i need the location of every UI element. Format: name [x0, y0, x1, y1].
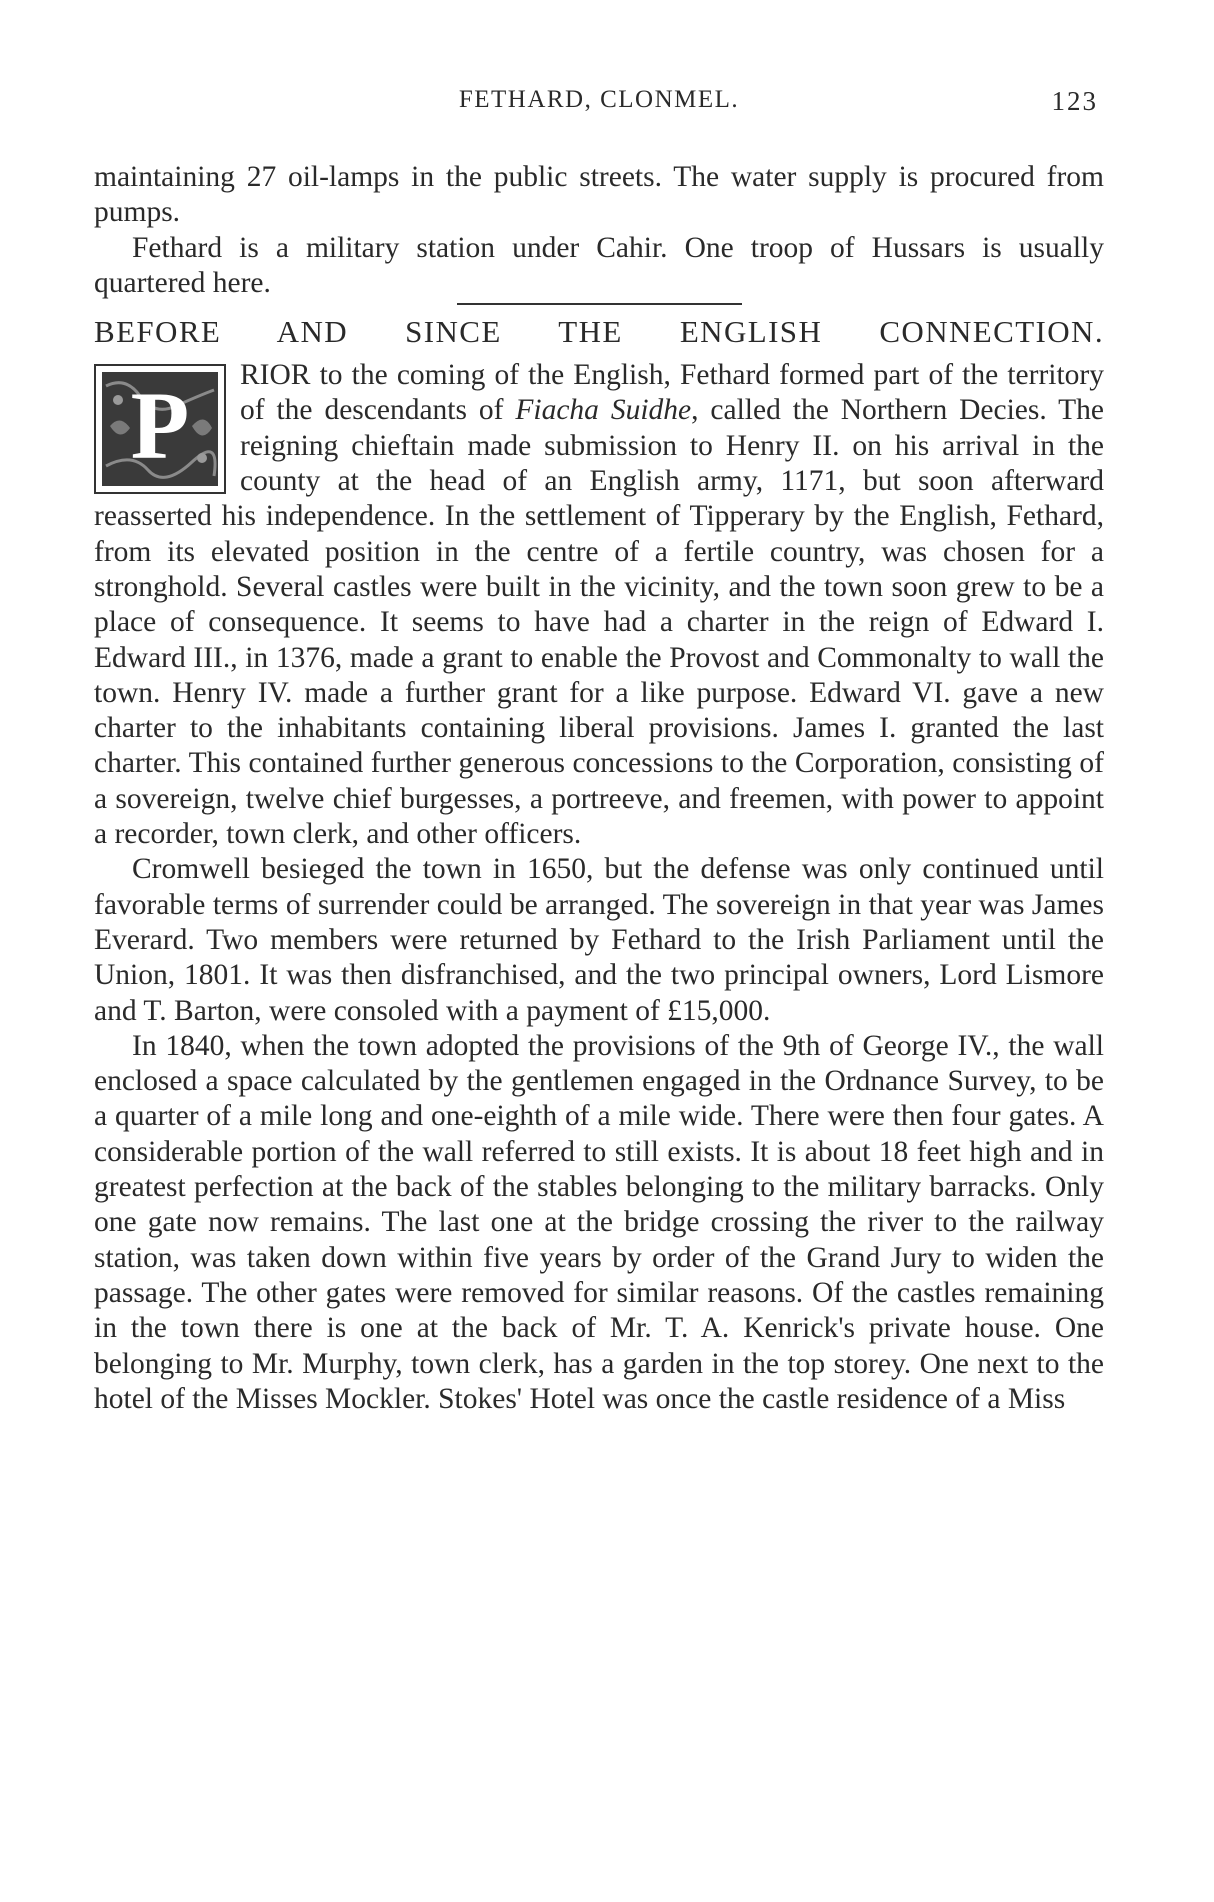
page-number: 123	[1051, 86, 1098, 116]
history-text-start: RIOR to the coming of the English, Fethard formed part of the territory of the descendants of	[240, 359, 1104, 427]
paragraph-town-wall: In 1840, when the town adopted the provisions of the 9th of George IV., the wall enclosed a space calculated by the gentlemen engaged in the Ordnance Survey, to be a quarter of a mile long and one-eighth of a mile wide. There were then four gates. A considerable portion of the wall referred to still exists. It is about 18 feet high and in greatest perfection at the back of the stables belonging to the military barracks. Only one gate now remains. The last one at the bridge crossing the river to the railway station, was taken down within five years by order of the Grand Jury to widen the passage. The other gates were removed for similar reasons. Of the castles remaining in the town there is one at the back of Mr. T. A. Kenrick's private house. One belonging to Mr. Murphy, town clerk, has a garden in the top storey. One next to the hotel of the Misses Mockler. Stokes' Hotel was once the castle residence of a Miss	[94, 1029, 1104, 1415]
running-head	[94, 86, 1104, 126]
history-text-rest: , called the Northern Decies. The reigning chieftain made submission to Henry II. on his arrival in the county at the head of an English army, 1171, but soon afterward reasserted his independence. In the settlement of Tipperary by the English, Fethard, from its elevated position in the centre of a fertile country, was chosen for a stronghold. Several castles were built in the vicinity, and the town soon grew to be a place of consequence. It seems to have had a charter in the reign of Edward I. Edward III., in 1376, made a grant to enable the Provost and Commonalty to wall the town. Henry IV. made a further grant for a like purpose. Edward VI. gave a new charter to the inhabitants containing liberal provisions. James I. granted the last charter. This contained further generous concessions to the Corporation, consisting of a sovereign, twelve chief burgesses, a portreeve, and freemen, with power to appoint a recorder, town clerk, and other officers.	[94, 394, 1104, 851]
body-text	[94, 160, 1104, 1417]
initial-letter: P	[130, 372, 190, 480]
paragraph-military-station: Fethard is a military station under Cahir. One troop of Hussars is usually quartered here.	[94, 231, 1104, 299]
paragraph-continued: maintaining 27 oil-lamps in the public streets. The water supply is procured from pumps.	[94, 161, 1104, 229]
paragraph-history	[94, 358, 1104, 852]
running-title: FETHARD, CLONMEL.	[458, 86, 740, 113]
section-divider	[457, 303, 742, 305]
history-text-italic: Fiacha Suidhe	[515, 394, 692, 427]
decorative-initial	[94, 364, 226, 494]
paragraph-cromwell: Cromwell besieged the town in 1650, but the defense was only continued until favorable terms of surrender could be arranged. The sovereign in that year was James Everard. Two members were returned by Fethard to the Irish Parliament until the Union, 1801. It was then disfranchised, and the two principal owners, Lord Lismore and T. Barton, were consoled with a payment of £15,000.	[94, 853, 1104, 1027]
section-heading: BEFORE AND SINCE THE ENGLISH CONNECTION.	[94, 314, 1104, 350]
